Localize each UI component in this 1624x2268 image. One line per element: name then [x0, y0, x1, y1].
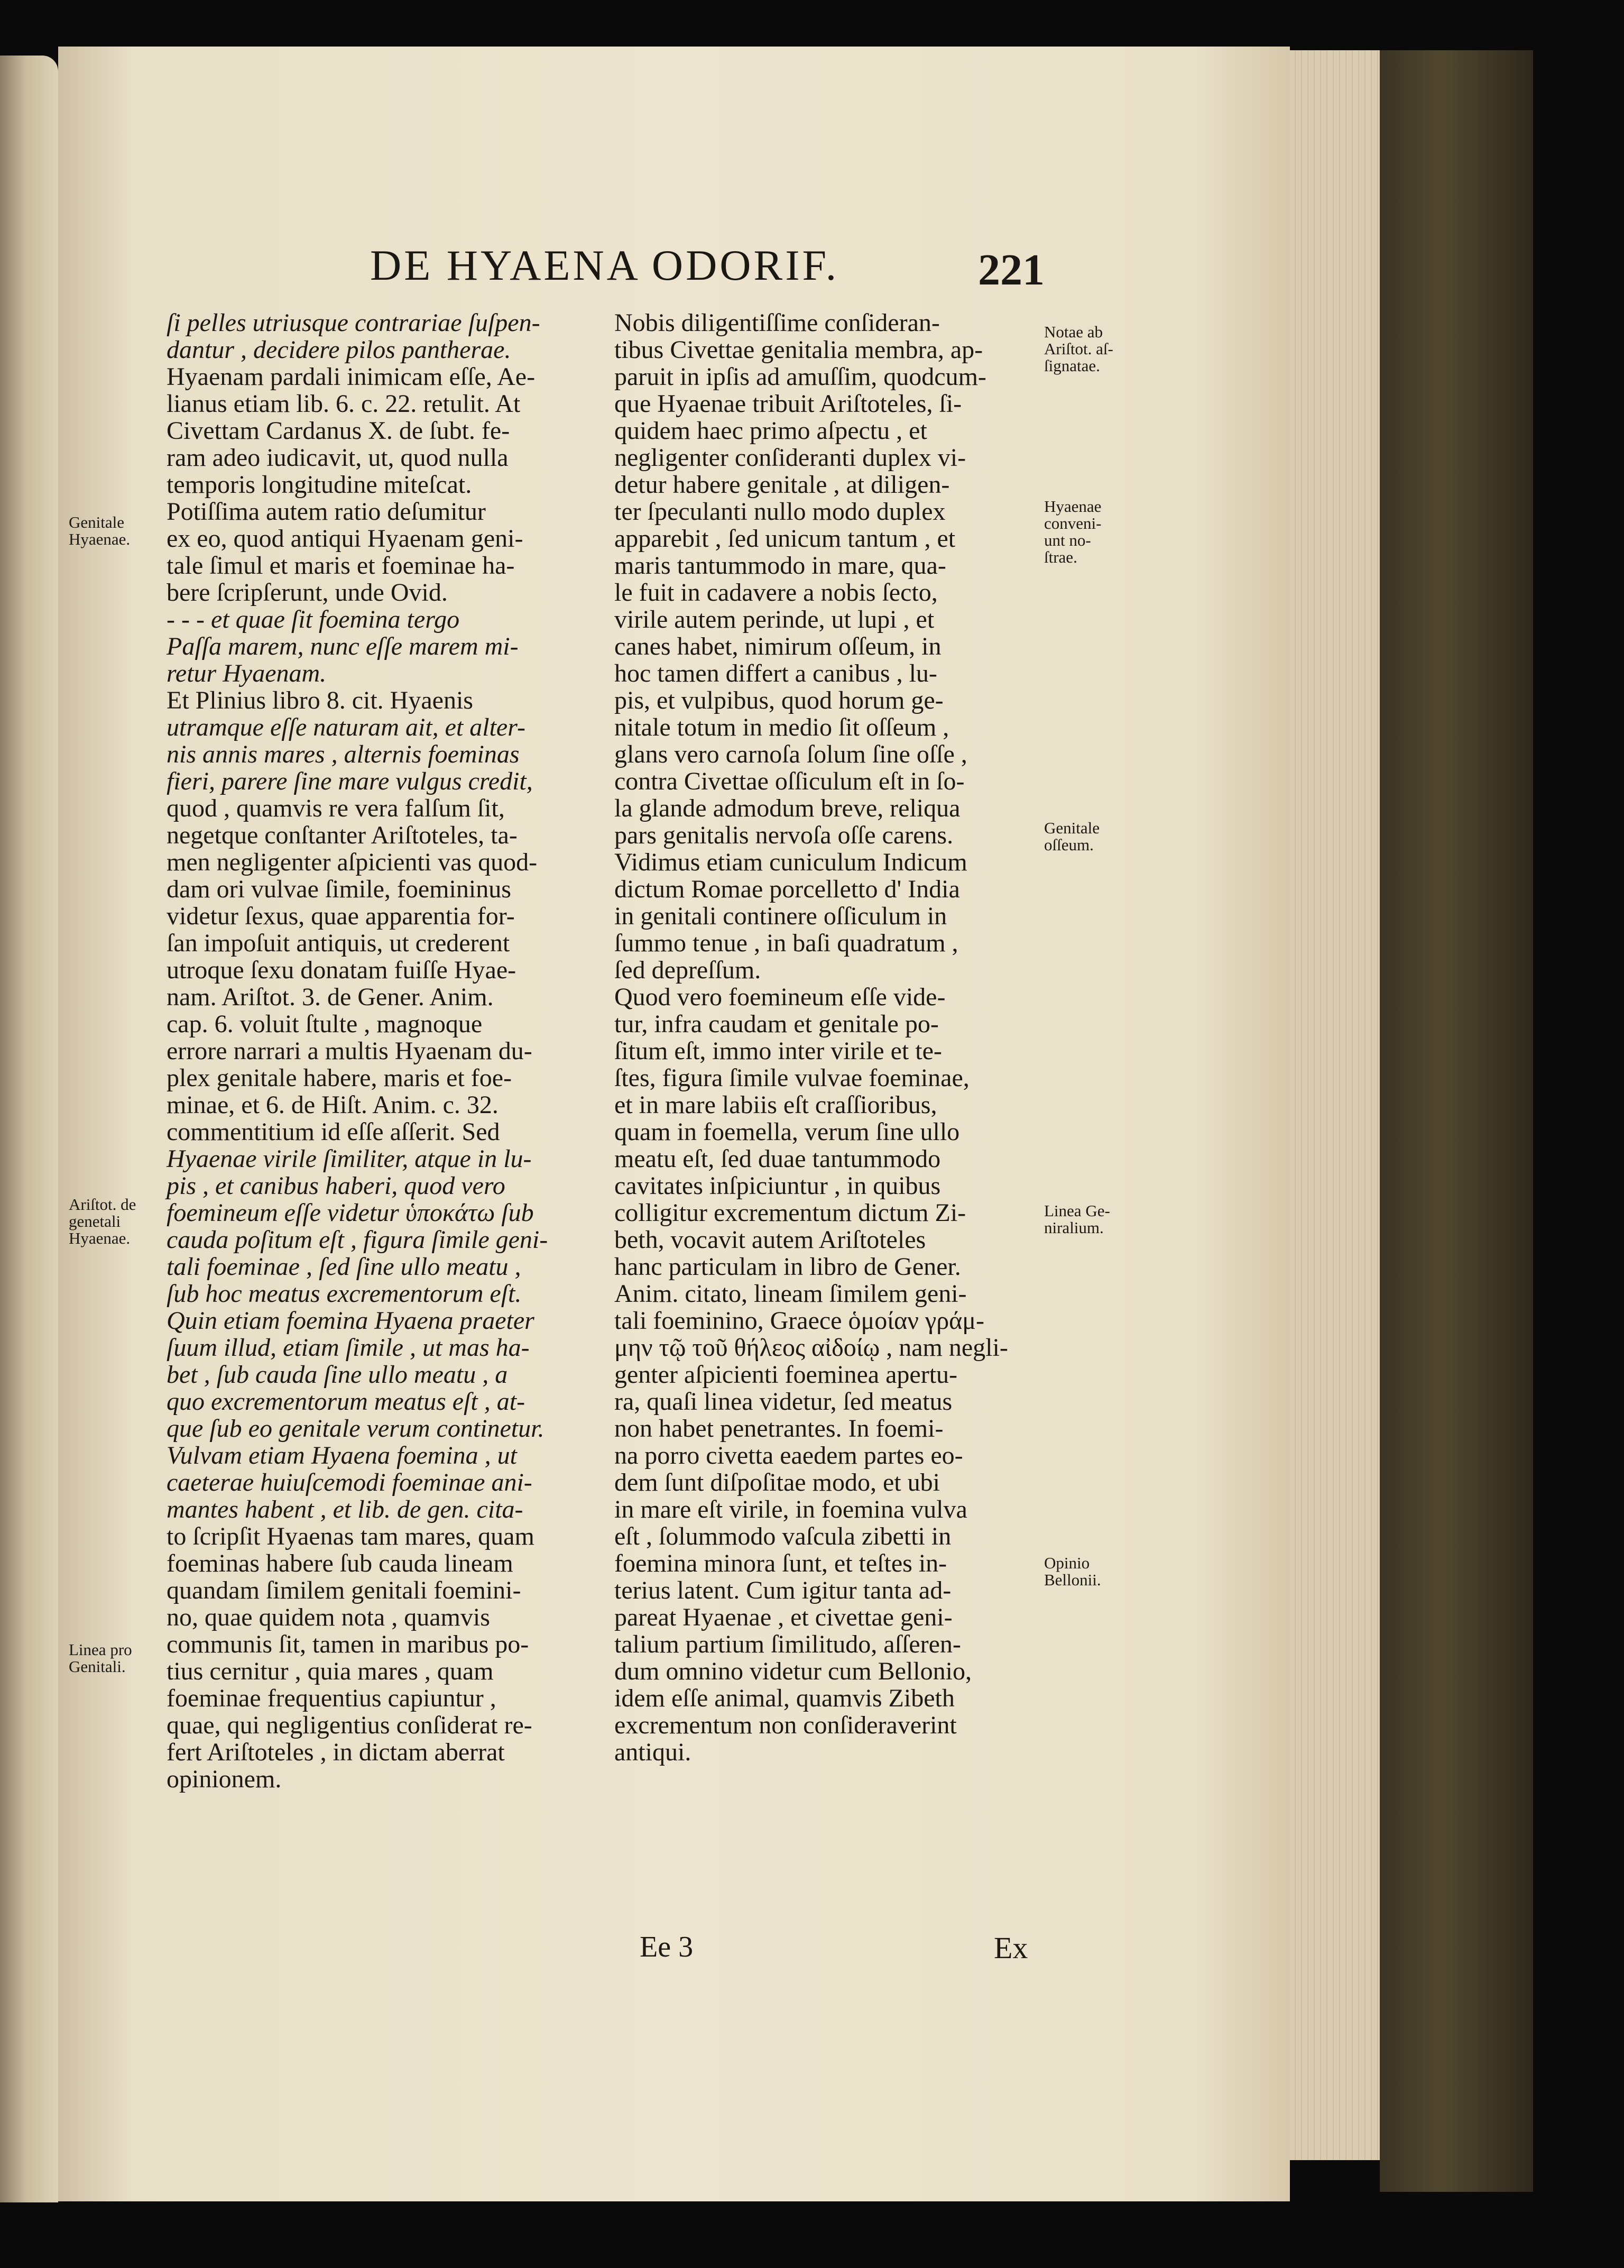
margin-note-line: Opinio	[1044, 1554, 1090, 1572]
text-line: bet , ſub cauda ſine ullo meatu , a	[167, 1361, 508, 1389]
text-line: foeminae frequentius capiuntur ,	[167, 1684, 496, 1712]
text-line: colligitur excrementum dictum Zi-	[614, 1199, 966, 1227]
margin-note-line: ſtrae.	[1044, 548, 1077, 566]
text-line: no, quae quidem nota , quamvis	[167, 1603, 490, 1631]
margin-note-line: Genitali.	[69, 1657, 126, 1676]
text-line: Civettam Cardanus X. de ſubt. fe-	[167, 417, 510, 445]
text-line: dum omnino videtur cum Bellonio,	[614, 1657, 972, 1685]
margin-note-line: oſſeum.	[1044, 835, 1094, 854]
text-line: tibus Civettae genitalia membra, ap-	[614, 336, 983, 364]
text-line: in genitali continere oſſiculum in	[614, 902, 947, 930]
margin-note-line: unt no-	[1044, 531, 1091, 549]
text-line: pars genitalis nervoſa oſſe carens.	[614, 821, 954, 849]
margin-note-notae-ab-aristot	[1044, 324, 1113, 374]
text-line: non habet penetrantes. In foemi-	[614, 1415, 944, 1443]
margin-note-line: Hyaenae	[1044, 497, 1102, 516]
text-line: ſub hoc meatus excrementorum eſt.	[167, 1280, 522, 1308]
text-line: tius cernitur , quia mares , quam	[167, 1657, 494, 1685]
text-line: bere ſcripſerunt, unde Ovid.	[167, 579, 448, 607]
margin-note-linea-genitalium	[1044, 1202, 1110, 1236]
text-line: dictum Romae porcelletto d' India	[614, 875, 960, 903]
text-line: ſummo tenue , in baſi quadratum ,	[614, 929, 958, 957]
text-line: - - - et quae ſit foemina tergo	[167, 605, 460, 633]
text-line: Nobis diligentiſſime conſideran-	[614, 309, 940, 337]
text-line: le fuit in cadavere a nobis ſecto,	[614, 579, 938, 607]
text-line: terius latent. Cum igitur tanta ad-	[614, 1576, 952, 1604]
left-text-column	[167, 309, 548, 1793]
text-line: que ſub eo genitale verum continetur.	[167, 1415, 545, 1443]
text-line: tali foeminino, Graece ὁμοίαν γράμ-	[614, 1307, 985, 1335]
margin-note-hyaenae-conveniunt	[1044, 498, 1101, 566]
text-line: et in mare labiis eſt craſſioribus,	[614, 1091, 937, 1119]
text-line: ſuum illud, etiam ſimile , ut mas ha-	[167, 1334, 530, 1362]
signature-mark: Ee 3	[640, 1931, 694, 1963]
margin-note-line: Hyaenae.	[69, 1229, 131, 1247]
text-line: fert Ariſtoteles , in dictam aberrat	[167, 1738, 505, 1766]
text-line: cap. 6. voluit ſtulte , magnoque	[167, 1010, 483, 1038]
text-line: Hyaenae virile ſimiliter, atque in lu-	[167, 1145, 532, 1173]
text-line: nitale totum in medio ſit oſſeum ,	[614, 713, 949, 741]
text-line: quo excrementorum meatus eſt , at-	[167, 1388, 525, 1416]
text-line: men negligenter aſpicienti vas quod-	[167, 848, 538, 876]
text-line: foemina minora ſunt, et teſtes in-	[614, 1549, 947, 1577]
text-line: ſan impoſuit antiquis, ut crederent	[167, 929, 510, 957]
margin-note-line: Genitale	[69, 513, 125, 531]
facing-page-edge	[0, 56, 58, 2202]
text-line: communis ſit, tamen in maribus po-	[167, 1630, 529, 1658]
text-line: apparebit , ſed unicum tantum , et	[614, 525, 956, 553]
text-line: antiqui.	[614, 1738, 691, 1766]
text-line: ex eo, quod antiqui Hyaenam geni-	[167, 525, 523, 553]
text-line: quae, qui negligentius conſiderat re-	[167, 1711, 532, 1739]
text-line: dantur , decidere pilos pantherae.	[167, 336, 511, 364]
text-line: que Hyaenae tribuit Ariſtoteles, ſi-	[614, 390, 962, 418]
text-line: Potiſſima autem ratio deſumitur	[167, 498, 486, 526]
text-line: pis, et vulpibus, quod horum ge-	[614, 686, 944, 714]
text-line: pareat Hyaenae , et civettae geni-	[614, 1603, 953, 1631]
text-line: errore narrari a multis Hyaenam du-	[167, 1037, 532, 1065]
text-line: ſitum eſt, immo inter virile et te-	[614, 1037, 942, 1065]
page-edges	[1290, 50, 1380, 2160]
margin-note-line: niralium.	[1044, 1218, 1104, 1237]
margin-note-genitale-osseum	[1044, 820, 1100, 853]
text-line: nis annis mares , alternis foeminas	[167, 740, 520, 768]
text-line: Quod vero foemineum eſſe vide-	[614, 983, 946, 1011]
text-line: negligenter conſideranti duplex vi-	[614, 444, 966, 472]
margin-note-genitale-hyaenae	[69, 514, 130, 548]
text-line: minae, et 6. de Hiſt. Anim. c. 32.	[167, 1091, 499, 1119]
margin-note-line: genetali	[69, 1212, 121, 1231]
text-line: canes habet, nimirum oſſeum, in	[614, 632, 942, 660]
page-number: 221	[978, 245, 1045, 295]
catchword: Ex	[994, 1931, 1028, 1965]
text-line: quidem haec primo aſpectu , et	[614, 417, 927, 445]
text-line: ſtes, figura ſimile vulvae foeminae,	[614, 1064, 970, 1092]
text-line: hanc particulam in libro de Gener.	[614, 1253, 961, 1281]
text-line: pis , et canibus haberi, quod vero	[167, 1172, 505, 1200]
text-line: Et Plinius libro 8. cit. Hyaenis	[167, 686, 473, 714]
margin-note-linea-pro-genitali	[69, 1641, 132, 1675]
text-line: foeminas habere ſub cauda lineam	[167, 1549, 513, 1577]
text-line: fieri, parere ſine mare vulgus credit,	[167, 767, 533, 795]
text-line: genter aſpicienti foeminea apertu-	[614, 1361, 958, 1389]
text-line: commentitium id eſſe aſſerit. Sed	[167, 1118, 500, 1146]
margin-note-line: Linea pro	[69, 1640, 132, 1659]
text-line: dam ori vulvae ſimile, foemininus	[167, 875, 511, 903]
text-line: Vidimus etiam cuniculum Indicum	[614, 848, 967, 876]
text-line: ſed depreſſum.	[614, 956, 761, 984]
text-line: Paſſa marem, nunc eſſe marem mi-	[167, 632, 519, 660]
margin-note-line: Ariſtot. aſ-	[1044, 339, 1113, 358]
text-line: videtur ſexus, quae apparentia for-	[167, 902, 515, 930]
right-text-column	[614, 309, 1008, 1766]
text-line: Anim. citato, lineam ſimilem geni-	[614, 1280, 967, 1308]
text-line: ra, quaſi linea videtur, ſed meatus	[614, 1388, 953, 1416]
running-title: DE HYAENA ODORIF.	[370, 241, 839, 289]
text-line: plex genitale habere, maris et foe-	[167, 1064, 512, 1092]
text-line: negetque conſtanter Ariſtoteles, ta-	[167, 821, 518, 849]
margin-note-line: Linea Ge-	[1044, 1201, 1110, 1220]
margin-note-line: Ariſtot. de	[69, 1195, 136, 1214]
text-line: nam. Ariſtot. 3. de Gener. Anim.	[167, 983, 494, 1011]
margin-note-aristot-de-genetali	[69, 1196, 136, 1247]
text-line: foemineum eſſe videtur ὑποκάτω ſub	[167, 1199, 534, 1227]
text-line: caeterae huiuſcemodi foeminae ani-	[167, 1468, 532, 1496]
text-line: cavitates inſpiciuntur , in quibus	[614, 1172, 941, 1200]
text-line: glans vero carnoſa ſolum ſine oſſe ,	[614, 740, 967, 768]
text-line: mantes habent , et lib. de gen. cita-	[167, 1495, 523, 1523]
text-line: tale ſimul et maris et foeminae ha-	[167, 552, 515, 580]
text-line: quam in foemella, verum ſine ullo	[614, 1118, 960, 1146]
text-line: hoc tamen differt a canibus , lu-	[614, 659, 937, 687]
margin-note-line: conveni-	[1044, 514, 1102, 532]
text-line: beth, vocavit autem Ariſtoteles	[614, 1226, 926, 1254]
text-line: ram adeo iudicavit, ut, quod nulla	[167, 444, 509, 472]
text-line: paruit in ipſis ad amuſſim, quodcum-	[614, 363, 986, 391]
text-line: Hyaenam pardali inimicam eſſe, Ae-	[167, 363, 536, 391]
margin-note-line: Hyaenae.	[69, 530, 131, 548]
margin-note-line: Notae ab	[1044, 323, 1103, 341]
text-line: in mare eſt virile, in foemina vulva	[614, 1495, 967, 1523]
text-line: excrementum non conſideraverint	[614, 1711, 957, 1739]
text-line: opinionem.	[167, 1765, 282, 1793]
text-line: contra Civettae oſſiculum eſt in ſo-	[614, 767, 965, 795]
text-line: μην τῷ τοῦ θήλεος αἰδοίῳ , nam negli-	[614, 1334, 1008, 1362]
text-line: meatu eſt, ſed duae tantummodo	[614, 1145, 941, 1173]
text-line: cauda poſitum eſt , figura ſimile geni-	[167, 1226, 548, 1254]
text-line: lianus etiam lib. 6. c. 22. retulit. At	[167, 390, 521, 418]
margin-note-line: Genitale	[1044, 819, 1100, 837]
text-line: idem eſſe animal, quamvis Zibeth	[614, 1684, 955, 1712]
margin-note-opinio-bellonii	[1044, 1555, 1101, 1588]
text-line: dem ſunt diſpoſitae modo, et ubi	[614, 1468, 940, 1496]
text-line: la glande admodum breve, reliqua	[614, 794, 961, 822]
text-line: na porro civetta eaedem partes eo-	[614, 1441, 963, 1470]
text-line: detur habere genitale , at diligen-	[614, 471, 950, 499]
text-line: maris tantummodo in mare, qua-	[614, 552, 946, 580]
text-line: utramque eſſe naturam ait, et alter-	[167, 713, 525, 741]
text-line: Quin etiam foemina Hyaena praeter	[167, 1307, 534, 1335]
text-line: retur Hyaenam.	[167, 659, 327, 687]
text-line: quod , quamvis re vera falſum ſit,	[167, 794, 505, 822]
text-line: ter ſpeculanti nullo modo duplex	[614, 498, 946, 526]
text-line: utroque ſexu donatam fuiſſe Hyae-	[167, 956, 516, 984]
text-line: talium partium ſimilitudo, aſſeren-	[614, 1630, 961, 1658]
text-line: temporis longitudine miteſcat.	[167, 471, 472, 499]
text-line: quandam ſimilem genitali foemini-	[167, 1576, 521, 1604]
text-line: virile autem perinde, ut lupi , et	[614, 605, 935, 633]
text-line: Vulvam etiam Hyaena foemina , ut	[167, 1441, 517, 1470]
text-line: ſi pelles utriusque contrariae ſuſpen-	[167, 309, 540, 337]
text-line: eſt , ſolummodo vaſcula zibetti in	[614, 1522, 952, 1550]
text-line: tur, infra caudam et genitale po-	[614, 1010, 939, 1038]
margin-note-line: Bellonii.	[1044, 1571, 1101, 1589]
book-cover	[1380, 50, 1533, 2192]
text-line: to ſcripſit Hyaenas tam mares, quam	[167, 1522, 534, 1550]
margin-note-line: ſignatae.	[1044, 356, 1100, 375]
text-line: tali foeminae , ſed ſine ullo meatu ,	[167, 1253, 521, 1281]
